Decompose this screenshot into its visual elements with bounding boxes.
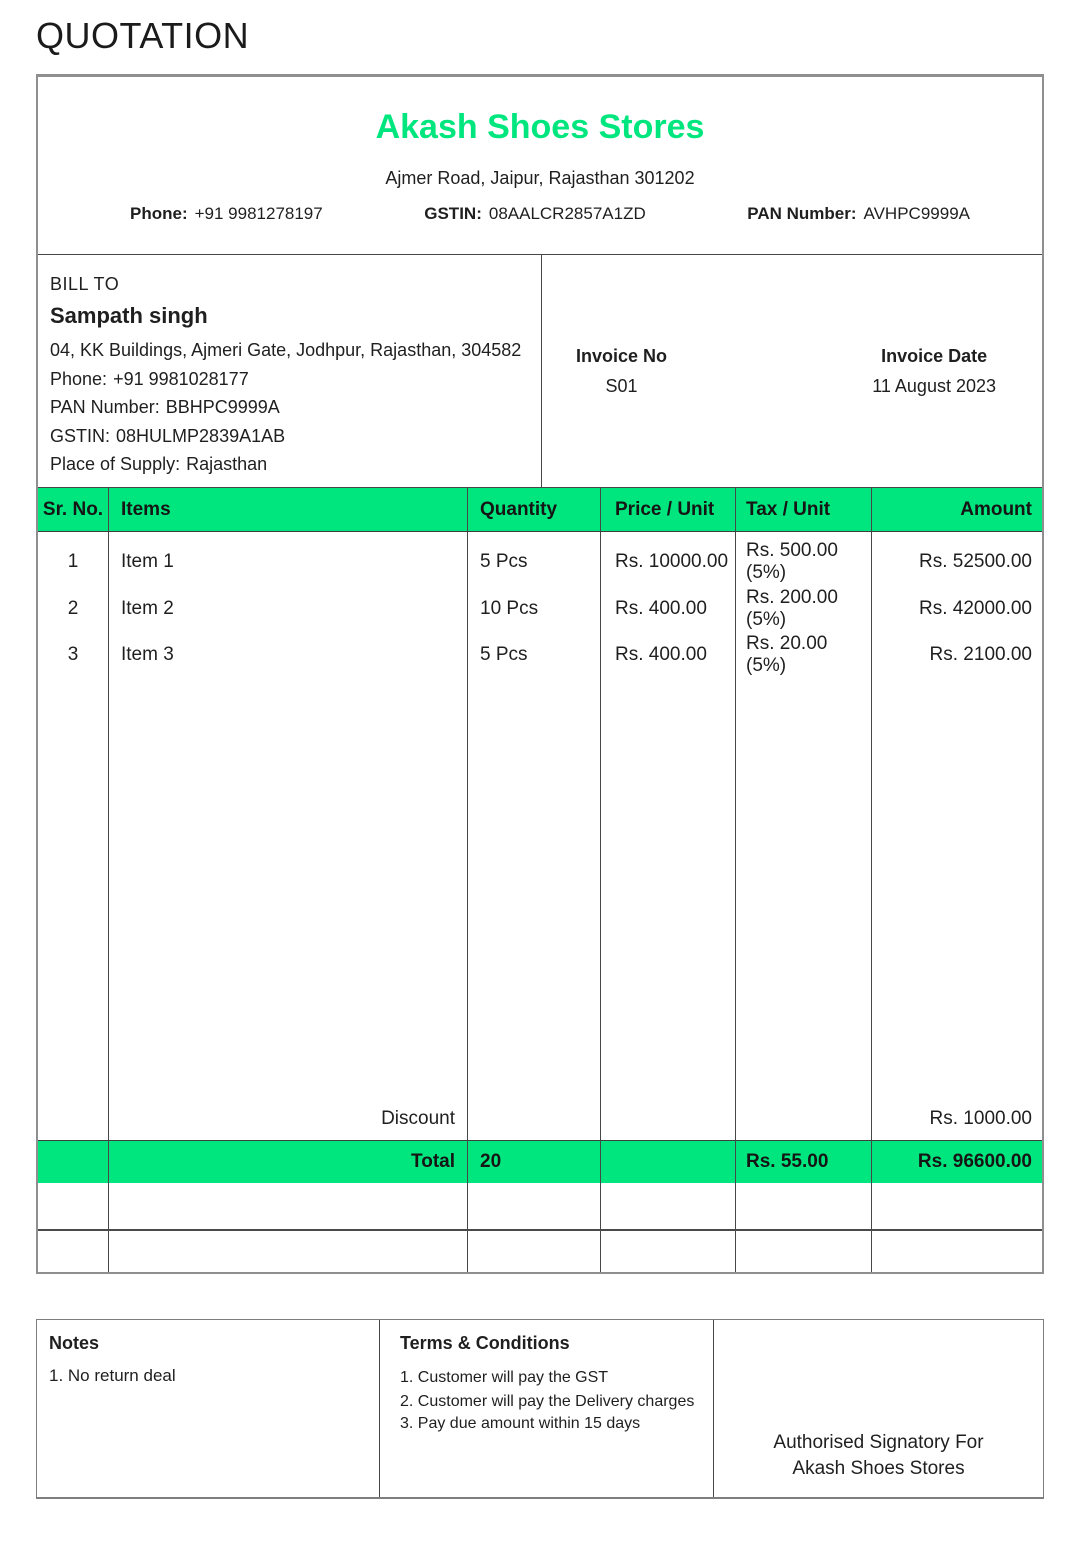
- header-tax-unit: Tax / Unit: [736, 488, 872, 531]
- row-item: Item 3: [121, 644, 174, 666]
- customer-pan-label: PAN Number:: [50, 397, 160, 417]
- customer-name: Sampath singh: [50, 303, 208, 328]
- row-qty: 10 Pcs: [480, 597, 539, 619]
- total-label: Total: [109, 1141, 468, 1183]
- row-tax: Rs. 200.00 (5%): [746, 586, 838, 630]
- total-tax: Rs. 55.00: [736, 1141, 872, 1183]
- place-of-supply: [50, 450, 529, 479]
- company-gstin: [424, 204, 645, 224]
- notes-panel: [37, 1320, 380, 1497]
- column-sr-no: [38, 532, 109, 1140]
- bill-to-panel: [38, 255, 542, 487]
- column-price-unit: [601, 532, 736, 1140]
- row-amount: Rs. 42000.00: [918, 597, 1032, 619]
- row-item: Item 2: [121, 597, 174, 619]
- header-quantity: Quantity: [468, 488, 601, 531]
- notes-heading: Notes: [49, 1333, 100, 1353]
- terms-item: 3. Pay due amount within 15 days: [400, 1415, 641, 1432]
- terms-heading: Terms & Conditions: [400, 1333, 570, 1353]
- customer-phone-value: +91 9981028177: [113, 368, 249, 389]
- row-qty: 5 Pcs: [480, 551, 528, 573]
- row-price: Rs. 400.00: [615, 644, 707, 666]
- terms-item: 2. Customer will pay the Delivery charges: [400, 1393, 695, 1410]
- customer-phone-label: Phone:: [50, 368, 108, 389]
- terms-panel: [380, 1320, 714, 1497]
- row-price: Rs. 10000.00: [615, 551, 729, 573]
- company-meta-row: [38, 204, 1042, 224]
- note-item: 1. No return deal: [49, 1366, 176, 1385]
- signature-panel: [714, 1320, 1043, 1497]
- row-amount: Rs. 2100.00: [929, 644, 1032, 666]
- invoice-date-label: Invoice Date: [881, 345, 988, 366]
- customer-pan-value: BBHPC9999A: [165, 397, 280, 417]
- column-items: [109, 532, 468, 1140]
- customer-gstin-value: 08HULMP2839A1AB: [116, 425, 286, 446]
- company-phone-value: +91 9981278197: [194, 204, 323, 223]
- row-sr: 3: [67, 644, 79, 666]
- table-body: [38, 532, 1042, 1140]
- table-header-row: [38, 488, 1042, 532]
- column-quantity: [468, 532, 601, 1140]
- total-price-cell: [601, 1141, 736, 1183]
- page-title: QUOTATION: [36, 15, 250, 56]
- invoice-number-value: S01: [605, 375, 638, 396]
- company-header: [38, 77, 1042, 255]
- invoice-date-block: [872, 346, 996, 397]
- invoice-meta-panel: [542, 255, 1042, 487]
- footer-section: [36, 1319, 1044, 1499]
- header-sr-no: Sr. No.: [38, 488, 109, 531]
- customer-details: [50, 336, 529, 479]
- total-sr-cell: [38, 1141, 109, 1183]
- row-item: Item 1: [121, 551, 174, 573]
- quotation-document: [36, 74, 1044, 1274]
- column-amount: [872, 532, 1042, 1140]
- invoice-number-block: [576, 346, 667, 397]
- row-qty: 5 Pcs: [480, 644, 528, 666]
- header-amount: Amount: [960, 498, 1032, 520]
- row-sr: 1: [67, 551, 79, 573]
- customer-gstin-label: GSTIN:: [50, 425, 111, 446]
- column-tax-unit: [736, 532, 872, 1140]
- terms-item: 1. Customer will pay the GST: [400, 1369, 609, 1386]
- customer-pan: [50, 393, 529, 422]
- customer-phone: [50, 365, 529, 394]
- row-tax: Rs. 500.00 (5%): [746, 540, 838, 584]
- items-table: [38, 488, 1042, 1272]
- company-pan-label: PAN Number:: [747, 204, 857, 223]
- empty-row-1: [38, 1183, 1042, 1229]
- total-quantity: 20: [468, 1141, 601, 1183]
- company-gstin-value: 08AALCR2857A1ZD: [488, 204, 646, 223]
- amount-column-spacer: [872, 679, 1042, 1099]
- row-amount: Rs. 52500.00: [918, 551, 1032, 573]
- bill-to-heading: BILL TO: [50, 274, 120, 294]
- customer-address: 04, KK Buildings, Ajmeri Gate, Jodhpur, Rajasthan, 304582: [50, 340, 522, 360]
- total-amount: Rs. 96600.00: [917, 1151, 1032, 1172]
- discount-label: Discount: [381, 1108, 455, 1129]
- header-price-unit: Price / Unit: [601, 488, 736, 531]
- empty-row-2: [38, 1229, 1042, 1272]
- discount-amount: Rs. 1000.00: [929, 1108, 1032, 1129]
- company-name: Akash Shoes Stores: [375, 108, 705, 146]
- invoice-number-label: Invoice No: [576, 345, 668, 366]
- billing-section: [38, 255, 1042, 488]
- invoice-date-value: 11 August 2023: [872, 375, 996, 396]
- total-row: [38, 1140, 1042, 1183]
- row-sr: 2: [67, 597, 79, 619]
- place-of-supply-value: Rajasthan: [186, 454, 268, 474]
- company-pan-value: AVHPC9999A: [863, 204, 970, 223]
- company-address: Ajmer Road, Jaipur, Rajasthan 301202: [385, 168, 695, 188]
- items-column-spacer: [109, 679, 467, 1099]
- company-gstin-label: GSTIN:: [424, 204, 482, 223]
- company-phone-label: Phone:: [130, 204, 188, 223]
- signature-line-2: Akash Shoes Stores: [792, 1458, 965, 1479]
- header-items: Items: [109, 488, 468, 531]
- row-tax: Rs. 20.00 (5%): [746, 633, 828, 677]
- company-phone: [130, 204, 323, 224]
- company-pan: [747, 204, 970, 224]
- row-price: Rs. 400.00: [615, 597, 707, 619]
- signature-line-1: Authorised Signatory For: [773, 1432, 984, 1453]
- customer-gstin: [50, 422, 529, 451]
- place-of-supply-label: Place of Supply:: [50, 454, 181, 474]
